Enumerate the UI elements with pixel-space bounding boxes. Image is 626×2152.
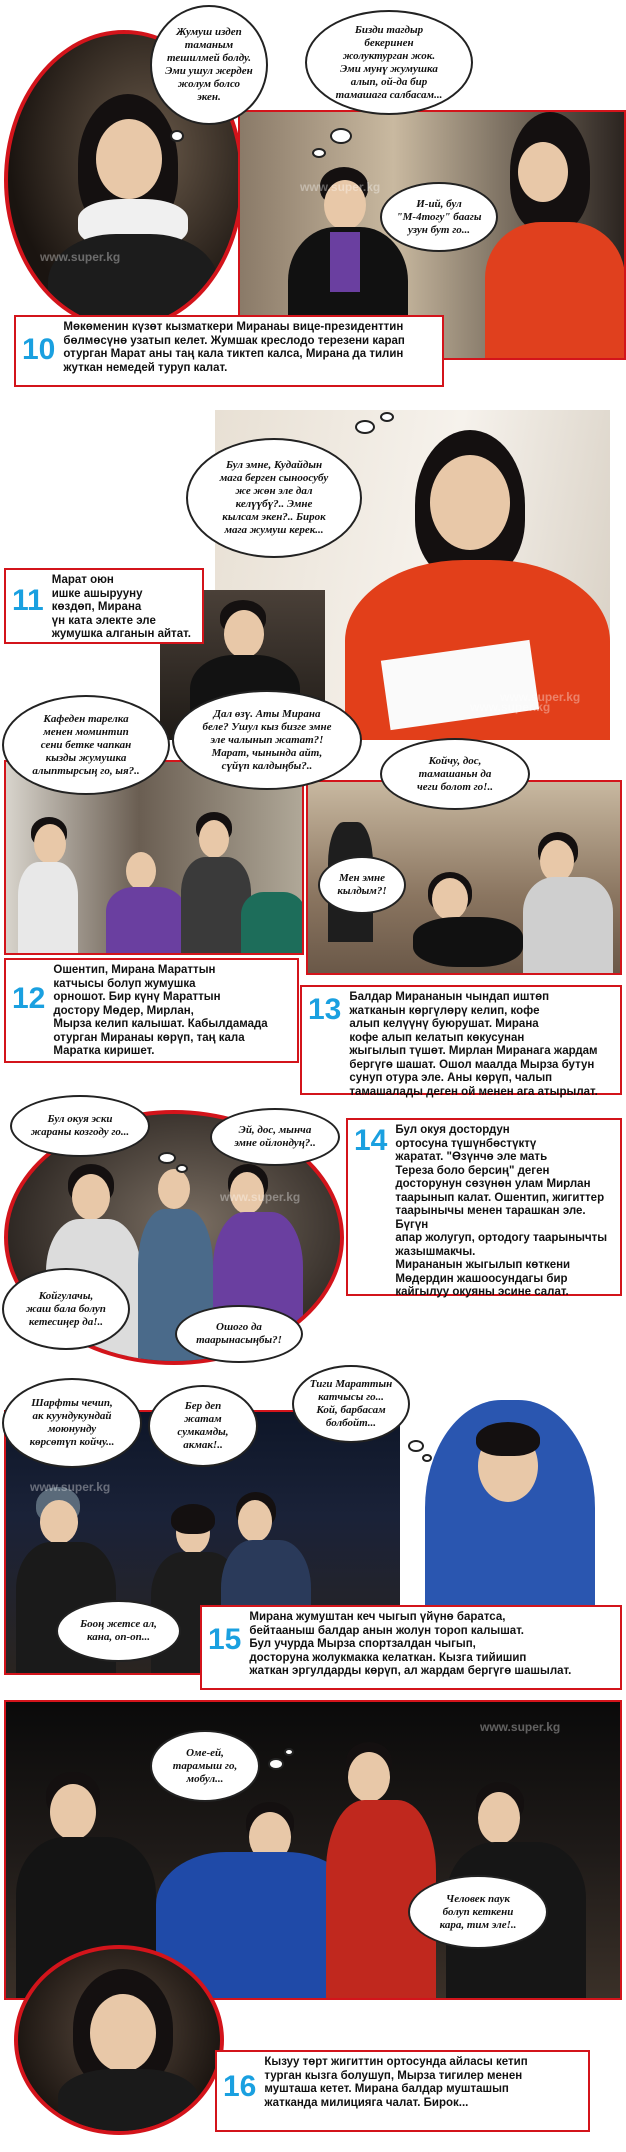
panel-number: 15 [208,1623,242,1656]
speech-bubble: Дал өзү. Аты Мирана беле? Ушул кыз бизге эмне эле чалынып жатат?! Марат, чынында айт, сүйүп калдыңбы?.. [172,690,362,790]
panel-number: 12 [12,982,46,1015]
panel-number: 16 [223,2070,257,2103]
speech-bubble: Бооң жетсе ал, кана, оп-оп... [56,1600,181,1662]
caption-box-14 [346,1118,622,1296]
caption-text: Мирана жумуштан кеч чыгып үйүнө баратса, бейтааныш балдар анын жолун тороп калышат. Бул учурда Мырза спортзалдан чыгып, досторуна жолукмакка келаткан. Кызга тийишип жаткан эргулдарды көрүп, ал жардам бергүгө шашылат. [249,1611,572,1677]
watermark: www.super.kg [470,700,551,714]
speech-bubble: И-ий, бул "М-4тогу" баагы узун бут го... [380,182,498,252]
thought-dot [170,130,184,142]
panel-number: 13 [308,993,342,1026]
speech-bubble: Кафеден тарелка менен моминтип сени бетке чапкан кызды жумушка алыптырсың го, ыя?.. [2,695,170,795]
speech-bubble: Койчу, дос, тамашаньн да чеги болот го!.. [380,738,530,810]
caption-text: Мөкөменин күзөт кызматкери Миранаы вице-президенттин бөлмөсүнө узатып келет. Жумшак креслодо терезени карап отурган Марат аны таң кала тиктеп калса, Мирана да тилин жуткан немедей туруп калат. [63,321,405,374]
thought-bubble: Тиги Мараттын катчысы го... Кой, барбасам болбойт... [292,1365,410,1443]
caption-text: Ошентип, Мирана Мараттын катчысы болуп жумушка орношот. Бир күнү Мараттын достору Мөдер, Мирлан, Мырза келип калышат. Кабылдамада отурган Миранаы көрүп, таң кала Маратка киришет. [53,964,268,1057]
speech-bubble: Бул окуя эски жараны козгоду го... [10,1095,150,1157]
caption-text: Марат оюн ишке ашырууну көздөп, Мирана үн ката электе эле жумушка алганын айтат. [51,574,191,640]
caption-box-11 [4,568,204,644]
caption-text: Кызуу төрт жигиттин ортосунда айласы кетип турган кызга болушуп, Мырза тигилер менен мушташа кетет. Мирана балдар мушташып жатканда милицияга чалат. Бирок... [264,2056,528,2109]
panel-16-inset-photo [14,1945,224,2135]
thought-dot [176,1164,188,1173]
speech-bubble: Эй, дос, мынча эмне ойлондуң?.. [210,1108,340,1166]
thought-dot [380,412,394,422]
watermark: www.super.kg [220,1190,301,1204]
panel-number: 11 [12,584,44,617]
thought-bubble: Бизди тагдыр бекеринен жолуктурган жок. Эми мунү жумушка алып, ой-да бир тамашага салбасам... [305,10,473,115]
panel-number: 14 [354,1124,388,1157]
speech-bubble: Бер деп жатам сумкамды, акмак!.. [148,1385,258,1467]
watermark: www.super.kg [500,690,581,704]
watermark: www.super.kg [30,1480,111,1494]
panel-number: 10 [22,333,56,366]
speech-bubble: Мен эмне кылдым?! [318,856,406,914]
caption-text: Бул окуя достордун ортосуна түшүнбөстүктү жаратат. "Өзүнчө эле мать Тереза боло берсиң" деген досторунун сөзүнөн улам Мирлан таарынып калат. Ошентип, жигиттер таарынычы менен тарашкан эле. Бүгүн апар жолугуп, ортодогу таарынычты жазышмакчы. Мирананын жыгылып көткени Мөдердин жашоосундагы бир кайгылуу окуяны эсине салат. [395,1124,608,1298]
speech-bubble: Шарфты чечип, ак куундукундай моюнунду көрсөтүп койчу... [2,1378,142,1468]
thought-dot [355,420,375,434]
thought-bubble: Бул эмне, Кудайдын мага берген сыноосубу же жөн эле дал келүүбү?.. Эмне кылсам экен?.. Бирок мага жумуш керек... [186,438,362,558]
watermark: www.super.kg [300,180,381,194]
caption-box-16 [215,2050,590,2132]
caption-box-12 [4,958,299,1063]
watermark: www.super.kg [480,1720,561,1734]
thought-dot [408,1440,424,1452]
caption-text: Балдар Мирананын чындап иштөп жатканын көргүлөрү келип, кофе алып келүүнү буюрушат. Мирана кофе алып келатып көкусунан жыгылып түшөт. Мирлан Миранага жардам бергүгө шашат. Ошол маалда Мырза бутун сунуп отура эле. Аны көрүп, чалып тамашалады деген ой менен ага атырылат. [349,991,598,1098]
caption-box-15 [200,1605,622,1690]
thought-dot [422,1454,432,1462]
speech-bubble: Койгулачы, жаш бала болуп кетесиңер да!.. [2,1268,130,1350]
panel-15-hoodie-photo [400,1390,622,1640]
speech-bubble: Ошого да таарынасыңбы?! [175,1305,303,1363]
speech-bubble: Оме-ей, тарамыш го, мобул... [150,1730,260,1802]
caption-box-10 [14,315,444,387]
thought-dot [330,128,352,144]
thought-dot [268,1758,284,1770]
thought-dot [158,1152,176,1164]
thought-dot [312,148,326,158]
thought-dot [284,1748,294,1756]
watermark: www.super.kg [40,250,121,264]
caption-box-13 [300,985,622,1098]
speech-bubble: Жумуш издеп таманым тешилмей болду. Эми ушул жерден жолум болсо экен. [150,5,268,125]
speech-bubble: Человек паук болуп кеткени кара, тим эле!.. [408,1875,548,1949]
